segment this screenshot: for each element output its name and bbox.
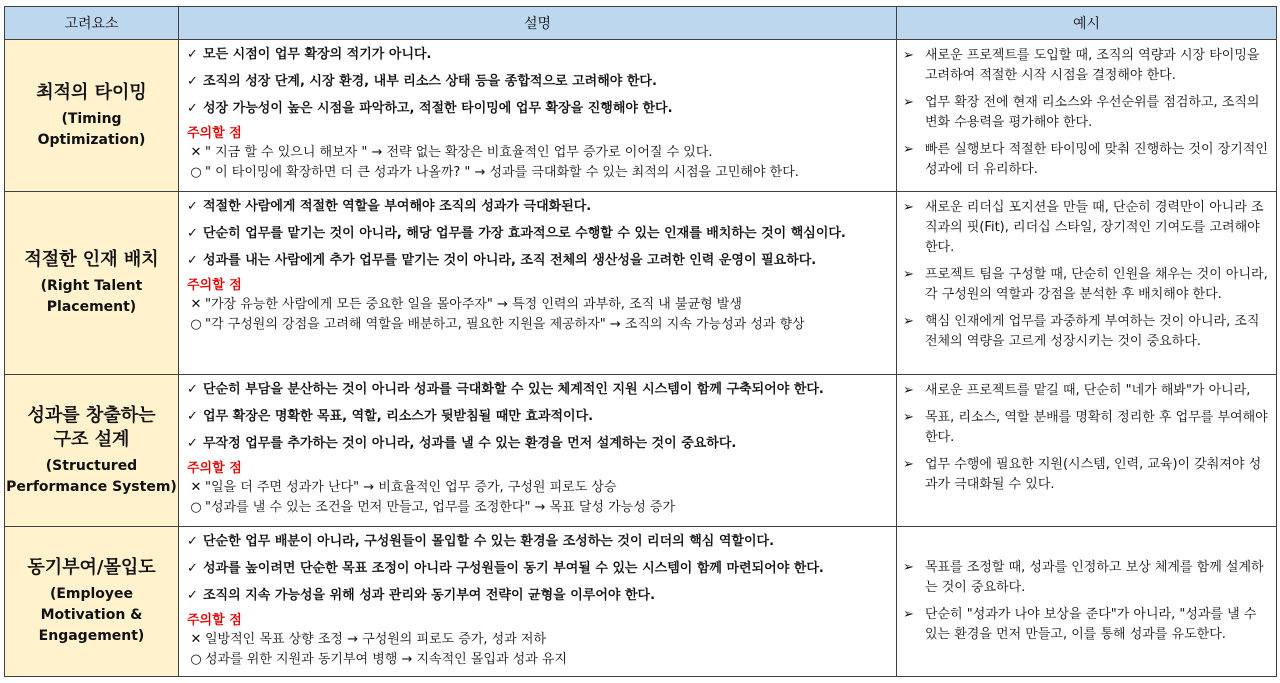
list-item: ✓ 적절한 사람에게 적절한 역할을 부여해야 조직의 성과가 극대화된다. bbox=[187, 199, 592, 214]
cross-icon: ✕ bbox=[190, 145, 202, 160]
arrow-icon: ➢ bbox=[903, 200, 914, 215]
list-item: ➢ 단순히 "성과가 나야 보상을 준다"가 아니라, "성과를 낼 수 있는 환경을 먼저 만들고, 이를 통해 성과를 유도한다. bbox=[903, 605, 1272, 645]
check-icon: ✓ bbox=[187, 101, 198, 116]
factor-cell bbox=[5, 40, 179, 192]
list-item: ✓ 단순히 업무를 맡기는 것이 아니라, 해당 업무를 가장 효과적으로 수행할 수 있는 인재를 배치하는 것이 핵심이다. bbox=[187, 226, 846, 241]
example-cell bbox=[897, 192, 1277, 375]
arrow-icon: ➢ bbox=[903, 559, 914, 575]
check-icon: ✓ bbox=[187, 409, 198, 424]
bad-example: ✕ 일방적인 목표 상향 조정 → 구성원의 피로도 증가, 성과 저하 bbox=[187, 630, 896, 650]
check-icon: ✓ bbox=[187, 382, 198, 397]
bad-example: ✕ "일을 더 주면 성과가 난다" → 비효율적인 업무 증가, 구성원 피로도 상승 bbox=[187, 478, 896, 498]
arrow-icon: ➢ bbox=[903, 142, 914, 157]
arrow-icon: ➢ bbox=[903, 314, 914, 329]
header-row bbox=[5, 7, 1277, 40]
check-icon: ✓ bbox=[187, 436, 198, 451]
good-example: ○ " 이 타이밍에 확장하면 더 큰 성과가 나올까? " → 성과를 극대화할 수 있는 최적의 시점을 고민해야 한다. bbox=[187, 163, 896, 183]
list-item: ➢ 목표를 조정할 때, 성과를 인정하고 보상 체계를 함께 설계하는 것이 중요하다. bbox=[903, 558, 1272, 598]
caution-label: 주의할 점 bbox=[187, 613, 242, 628]
good-example: ○ "성과를 낼 수 있는 조건을 먼저 만들고, 업무를 조정한다" → 목표 달성 가능성 증가 bbox=[187, 498, 896, 518]
check-icon: ✓ bbox=[187, 534, 198, 549]
factor-english: (Timing Optimization) bbox=[37, 110, 146, 148]
circle-icon: ○ bbox=[190, 652, 202, 667]
list-item: ➢ 새로운 프로젝트를 맡길 때, 단순히 "네가 해봐"가 아니라, bbox=[903, 381, 1272, 401]
check-icon: ✓ bbox=[187, 47, 198, 62]
table-row bbox=[5, 375, 1277, 527]
factor-english: (Employee Motivation & Engagement) bbox=[38, 586, 145, 644]
arrow-icon: ➢ bbox=[903, 410, 914, 425]
arrow-icon: ➢ bbox=[903, 606, 914, 622]
factor-cell bbox=[5, 527, 179, 677]
list-item: ✓ 무작정 업무를 추가하는 것이 아니라, 성과를 낼 수 있는 환경을 먼저 설계하는 것이 중요하다. bbox=[187, 436, 737, 451]
header-description: 설명 bbox=[179, 7, 897, 40]
caution-label: 주의할 점 bbox=[187, 461, 242, 476]
circle-icon: ○ bbox=[190, 165, 202, 180]
description-cell bbox=[179, 40, 897, 192]
list-item: ✓ 업무 확장은 명확한 목표, 역할, 리소스가 뒷받침될 때만 효과적이다. bbox=[187, 409, 594, 424]
check-icon: ✓ bbox=[187, 561, 198, 576]
list-item: ✓ 조직의 성장 단계, 시장 환경, 내부 리소스 상태 등을 종합적으로 고려해야 한다. bbox=[187, 74, 657, 89]
good-example: ○ 성과를 위한 지원과 동기부여 병행 → 지속적인 몰입과 성과 유지 bbox=[187, 650, 896, 670]
description-cell bbox=[179, 375, 897, 527]
arrow-icon: ➢ bbox=[903, 457, 914, 472]
factor-title: 성과를 창출하는 구조 설계 bbox=[27, 404, 156, 450]
table-row bbox=[5, 527, 1277, 677]
bad-example: ✕ " 지금 할 수 있으니 해보자 " → 전략 없는 확장은 비효율적인 업무 증가로 이어질 수 있다. bbox=[187, 143, 896, 163]
list-item: ➢ 프로젝트 팀을 구성할 때, 단순히 인원을 채우는 것이 아니라, 각 구성원의 역할과 강점을 분석한 후 배치해야 한다. bbox=[903, 265, 1272, 305]
list-item: ➢ 새로운 프로젝트를 도입할 때, 조직의 역량과 시장 타이밍을 고려하여 적절한 시작 시점을 결정해야 한다. bbox=[903, 46, 1272, 86]
list-item: ➢ 목표, 리소스, 역할 분배를 명확히 정리한 후 업무를 부여해야 한다. bbox=[903, 408, 1272, 448]
cross-icon: ✕ bbox=[190, 632, 202, 647]
list-item: ➢ 업무 수행에 필요한 지원(시스템, 인력, 교육)이 갖춰져야 성과가 극대화될 수 있다. bbox=[903, 455, 1272, 495]
arrow-icon: ➢ bbox=[903, 95, 914, 110]
list-item: ✓ 성장 가능성이 높은 시점을 파악하고, 적절한 타이밍에 업무 확장을 진행해야 한다. bbox=[187, 101, 673, 116]
caution-label: 주의할 점 bbox=[187, 278, 242, 293]
check-icon: ✓ bbox=[187, 74, 198, 89]
circle-icon: ○ bbox=[190, 500, 202, 515]
table-row bbox=[5, 40, 1277, 192]
caution-label: 주의할 점 bbox=[187, 126, 242, 141]
factor-title: 동기부여/몰입도 bbox=[27, 557, 156, 578]
cross-icon: ✕ bbox=[190, 297, 202, 312]
arrow-icon: ➢ bbox=[903, 267, 914, 282]
factor-cell bbox=[5, 192, 179, 375]
factor-english: (Structured Performance System) bbox=[6, 457, 177, 495]
check-icon: ✓ bbox=[187, 226, 198, 241]
check-icon: ✓ bbox=[187, 199, 198, 214]
header-example: 예시 bbox=[897, 7, 1277, 40]
example-cell bbox=[897, 375, 1277, 527]
list-item: ➢ 새로운 리더십 포지션을 만들 때, 단순히 경력만이 아니라 조직과의 핏(Fit), 리더십 스타일, 장기적인 기여도를 고려해야 한다. bbox=[903, 198, 1272, 258]
list-item: ✓ 성과를 높이려면 단순한 목표 조정이 아니라 구성원들이 동기 부여될 수 있는 시스템이 함께 마련되어야 한다. bbox=[187, 561, 824, 576]
factor-title: 최적의 타이밍 bbox=[36, 81, 147, 103]
comparison-table bbox=[4, 6, 1277, 677]
list-item: ✓ 단순히 부담을 분산하는 것이 아니라 성과를 극대화할 수 있는 체계적인 지원 시스템이 함께 구축되어야 한다. bbox=[187, 382, 824, 397]
table-row bbox=[5, 192, 1277, 375]
check-icon: ✓ bbox=[187, 253, 198, 268]
example-cell bbox=[897, 527, 1277, 677]
list-item: ➢ 빠른 실행보다 적절한 타이밍에 맞춰 진행하는 것이 장기적인 성과에 더 유리하다. bbox=[903, 140, 1272, 180]
circle-icon: ○ bbox=[190, 317, 202, 332]
list-item: ✓ 모든 시점이 업무 확장의 적기가 아니다. bbox=[187, 47, 432, 62]
arrow-icon: ➢ bbox=[903, 48, 914, 63]
example-cell bbox=[897, 40, 1277, 192]
list-item: ✓ 조직의 지속 가능성을 위해 성과 관리와 동기부여 전략이 균형을 이루어야 한다. bbox=[187, 588, 656, 603]
factor-cell bbox=[5, 375, 179, 527]
factor-english: (Right Talent Placement) bbox=[40, 278, 143, 315]
factor-title: 적절한 인재 배치 bbox=[24, 249, 159, 270]
list-item: ✓ 성과를 내는 사람에게 추가 업무를 맡기는 것이 아니라, 조직 전체의 생산성을 고려한 인력 운영이 필요하다. bbox=[187, 253, 817, 268]
description-cell bbox=[179, 527, 897, 677]
list-item: ✓ 단순한 업무 배분이 아니라, 구성원들이 몰입할 수 있는 환경을 조성하는 것이 리더의 핵심 역할이다. bbox=[187, 534, 775, 549]
header-factor: 고려요소 bbox=[5, 7, 179, 40]
list-item: ➢ 업무 확장 전에 현재 리소스와 우선순위를 점검하고, 조직의 변화 수용력을 평가해야 한다. bbox=[903, 93, 1272, 133]
list-item: ➢ 핵심 인재에게 업무를 과중하게 부여하는 것이 아니라, 조직 전체의 역량을 고르게 성장시키는 것이 중요하다. bbox=[903, 312, 1272, 352]
description-cell bbox=[179, 192, 897, 375]
check-icon: ✓ bbox=[187, 588, 198, 603]
cross-icon: ✕ bbox=[190, 480, 202, 495]
arrow-icon: ➢ bbox=[903, 383, 914, 398]
bad-example: ✕ "가장 유능한 사람에게 모든 중요한 일을 몰아주자" → 특정 인력의 과부하, 조직 내 불균형 발생 bbox=[187, 295, 896, 315]
good-example: ○ "각 구성원의 강점을 고려해 역할을 배분하고, 필요한 지원을 제공하자" → 조직의 지속 가능성과 성과 향상 bbox=[187, 315, 896, 335]
